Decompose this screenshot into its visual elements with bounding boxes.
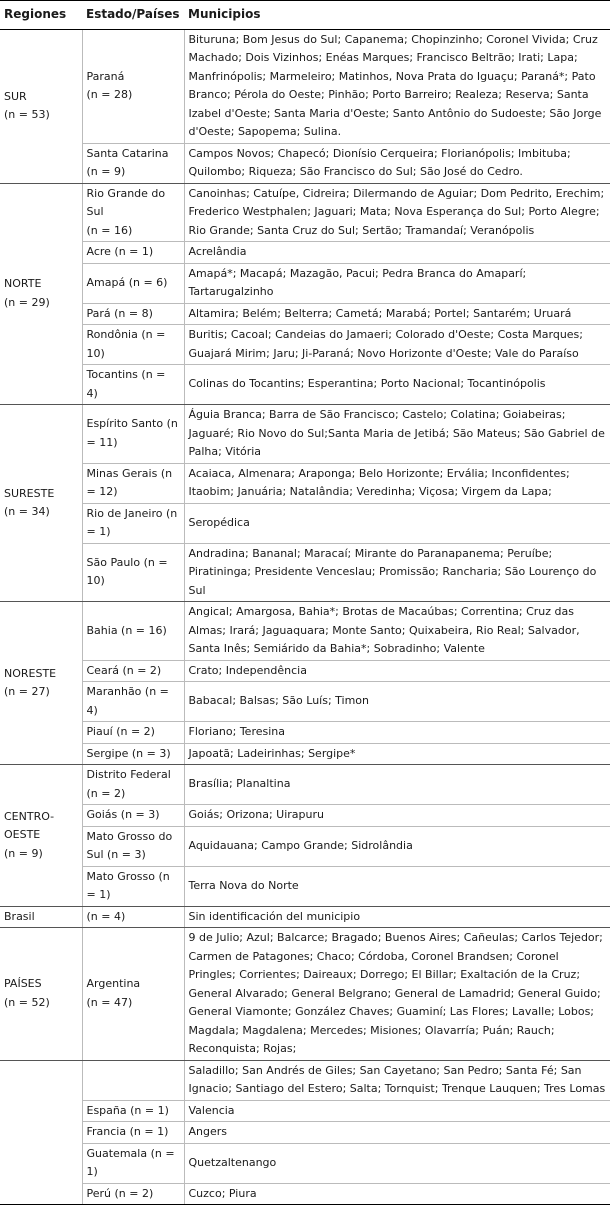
state-cell: Amapá (n = 6) xyxy=(82,263,184,303)
state-count: (n = 9) xyxy=(86,165,126,178)
state-cell xyxy=(82,29,184,143)
municipalities-cell: Aquidauana; Campo Grande; Sidrolândia xyxy=(184,826,610,866)
region-count: (n = 9) xyxy=(4,846,43,860)
municipalities-cell: Crato; Independência xyxy=(184,660,610,682)
region-name-line2: OESTE xyxy=(4,828,41,841)
region-name: SUR xyxy=(4,89,27,103)
region-count: (n = 34) xyxy=(4,505,50,518)
state-cell: Perú (n = 2) xyxy=(82,1183,184,1205)
municipalities-cell: Angical; Amargosa, Bahia*; Brotas de Macaúbas; Correntina; Cruz das Almas; Irará; Jaguaquara; Monte Santo; Quixabeira, Rio Real; Salvador, Santa Inês; Semiárido da Bahia*; Sobradinho; Valente xyxy=(184,602,610,661)
municipalities-cell: Angers xyxy=(184,1122,610,1144)
state-cell: Acre (n = 1) xyxy=(82,242,184,264)
municipalities-cell: Águia Branca; Barra de São Francisco; Castelo; Colatina; Goiabeiras; Jaguaré; Rio Novo do Sul;Santa Maria de Jetibá; São Mateus; São Gabriel de Palha; Vitória xyxy=(184,405,610,464)
state-cell: Mato Grosso do Sul (n = 3) xyxy=(82,826,184,866)
header-municipalities: Municipios xyxy=(184,1,610,30)
state-cell: Guatemala (n = 1) xyxy=(82,1143,184,1183)
empty-region-cell xyxy=(0,1183,82,1205)
municipalities-cell: Goiás; Orizona; Uirapuru xyxy=(184,805,610,827)
table-row xyxy=(0,263,610,303)
municipalities-cell: 9 de Julio; Azul; Balcarce; Bragado; Buenos Aires; Cañeulas; Carlos Tejedor; Carmen de Patagones; Chaco; Córdoba, Coronel Brandsen; Coronel Pringles; Corrientes; Daireaux; Dorrego; El Billar; Exaltación de la Cruz; General Alvarado; General Belgrano; General de Lamadrid; General Guido; General Viamonte; González Chaves; Guaminí; Las Flores; Lavalle; Lobos; Magdala; Magdalena; Mercedes; Misiones; Olavarría; Puán; Rauch; Reconquista; Rojas; xyxy=(184,928,610,1061)
region-name-line1: CENTRO- xyxy=(4,809,55,823)
municipalities-cell: Acaiaca, Almenara; Araponga; Belo Horizonte; Ervália; Inconfidentes; Itaobim; Januária; Natalândia; Veredinha; Viçosa; Virgem da Lapa; xyxy=(184,463,610,503)
header-states: Estado/Países xyxy=(82,1,184,30)
municipalities-cell: Brasília; Planaltina xyxy=(184,765,610,805)
municipalities-cell: Bituruna; Bom Jesus do Sul; Capanema; Chopinzinho; Coronel Vivida; Cruz Machado; Dois Vizinhos; Enéas Marques; Francisco Beltrão; Irati; Lapa; Manfrinópolis; Marmeleiro; Matinhos, Nova Prata do Iguaçu; Paraná*; Pato Branco; Pérola do Oeste; Pinhão; Porto Barreiro; Realeza; Reserva; Santa Izabel d'Oeste; Santa Maria d'Oeste; Santo Antônio do Sudoeste; São Jorge d'Oeste; Sapopema; Sulina. xyxy=(184,29,610,143)
municipalities-cell: Cuzco; Piura xyxy=(184,1183,610,1205)
state-cell xyxy=(82,928,184,1061)
state-cell: Piauí (n = 2) xyxy=(82,722,184,744)
empty-region-cell xyxy=(0,1143,82,1183)
state-cell: Rio de Janeiro (n = 1) xyxy=(82,503,184,543)
municipalities-cell: Amapá*; Macapá; Mazagão, Pacui; Pedra Branca do Amaparí; Tartarugalzinho xyxy=(184,263,610,303)
state-cell xyxy=(82,143,184,183)
region-centro-oeste xyxy=(0,765,82,907)
region-name: NORTE xyxy=(4,277,42,291)
table-row xyxy=(0,928,610,1061)
table-row xyxy=(0,805,610,827)
empty-region-cell xyxy=(0,1060,82,1100)
table-row xyxy=(0,1183,610,1205)
table-row xyxy=(0,29,610,143)
municipalities-cell: Terra Nova do Norte xyxy=(184,866,610,906)
municipalities-cell: Valencia xyxy=(184,1100,610,1122)
table-row xyxy=(0,1100,610,1122)
table-row xyxy=(0,743,610,765)
region-sureste xyxy=(0,405,82,602)
region-count: (n = 53) xyxy=(4,108,50,121)
municipalities-cell: Seropédica xyxy=(184,503,610,543)
municipalities-cell: Babacal; Balsas; São Luís; Timon xyxy=(184,682,610,722)
table-row xyxy=(0,682,610,722)
state-count: (n = 16) xyxy=(86,223,133,237)
municipalities-cell: Campos Novos; Chapecó; Dionísio Cerqueira; Florianópolis; Imbituba; Quilombo; Riqueza; São Francisco do Sul; São José do Cedro. xyxy=(184,143,610,183)
state-cell: Minas Gerais (n = 12) xyxy=(82,463,184,503)
state-cell: (n = 4) xyxy=(82,906,184,928)
region-paises xyxy=(0,928,82,1061)
state-count: (n = 28) xyxy=(86,88,133,101)
municipalities-cell: Floriano; Teresina xyxy=(184,722,610,744)
state-cell: São Paulo (n = 10) xyxy=(82,543,184,602)
state-cell: Pará (n = 8) xyxy=(82,303,184,325)
municipalities-cell: Canoinhas; Catuípe, Cidreira; Dilermando de Aguiar; Dom Pedrito, Erechim; Frederico Westphalen; Jaguari; Mata; Nova Esperança do Sul; Porto Alegre; Rio Grande; Santa Cruz do Sul; Sertão; Tramandaí; Veranópolis xyxy=(184,183,610,242)
region-brasil: Brasil xyxy=(0,906,82,928)
state-cell: Rondônia (n = 10) xyxy=(82,325,184,365)
table-row xyxy=(0,183,610,242)
table-row xyxy=(0,365,610,405)
region-sur xyxy=(0,29,82,183)
table-row xyxy=(0,1143,610,1183)
municipalities-cell: Acrelândia xyxy=(184,242,610,264)
municipalities-cell: Colinas do Tocantins; Esperantina; Porto Nacional; Tocantinópolis xyxy=(184,365,610,405)
state-cell: Bahia (n = 16) xyxy=(82,602,184,661)
header-regions: Regiones xyxy=(0,1,82,30)
region-name: NORESTE xyxy=(4,666,57,680)
table-row xyxy=(0,543,610,602)
table-row xyxy=(0,325,610,365)
table-row xyxy=(0,602,610,661)
header-row xyxy=(0,1,610,30)
table-row xyxy=(0,242,610,264)
state-cell: Espírito Santo (n = 11) xyxy=(82,405,184,464)
municipalities-cell: Saladillo; San Andrés de Giles; San Cayetano; San Pedro; Santa Fé; San Ignacio; Santiago del Estero; Salta; Tornquist; Trenque Lauquen; Tres Lomas xyxy=(184,1060,610,1100)
municipalities-cell: Sin identificación del municipio xyxy=(184,906,610,928)
table-row xyxy=(0,303,610,325)
municipalities-cell: Quetzaltenango xyxy=(184,1143,610,1183)
state-count: (n = 47) xyxy=(86,995,133,1009)
state-cell: Sergipe (n = 3) xyxy=(82,743,184,765)
table-row xyxy=(0,722,610,744)
table-row xyxy=(0,463,610,503)
municipalities-cell: Andradina; Bananal; Maracaí; Mirante do Paranapanema; Peruíbe; Piratininga; Presidente Venceslau; Promissão; Rancharia; São Lourenço do Sul xyxy=(184,543,610,602)
table-row xyxy=(0,405,610,464)
table-row xyxy=(0,1060,610,1100)
empty-region-cell xyxy=(0,1100,82,1122)
table-row xyxy=(0,660,610,682)
region-count: (n = 52) xyxy=(4,995,50,1009)
state-name: Argentina xyxy=(86,977,141,991)
table-row xyxy=(0,1122,610,1144)
municipalities-cell: Japoatã; Ladeirinhas; Sergipe* xyxy=(184,743,610,765)
state-cell: Distrito Federal (n = 2) xyxy=(82,765,184,805)
state-cell: Mato Grosso (n = 1) xyxy=(82,866,184,906)
state-cell: Goiás (n = 3) xyxy=(82,805,184,827)
table-row xyxy=(0,906,610,928)
municipalities-cell: Buritis; Cacoal; Candeias do Jamaeri; Colorado d'Oeste; Costa Marques; Guajará Mirim; Jaru; Ji-Paraná; Novo Horizonte d'Oeste; Vale do Paraíso xyxy=(184,325,610,365)
table-row xyxy=(0,765,610,805)
state-cell: España (n = 1) xyxy=(82,1100,184,1122)
state-cell xyxy=(82,183,184,242)
table-row xyxy=(0,503,610,543)
region-count: (n = 27) xyxy=(4,685,50,698)
region-name: PAÍSES xyxy=(4,977,42,991)
region-name: SURESTE xyxy=(4,486,55,500)
state-name: Paraná xyxy=(86,69,125,83)
state-name: Rio Grande do Sul xyxy=(86,186,166,218)
state-cell: Maranhão (n = 4) xyxy=(82,682,184,722)
municipalities-cell: Altamira; Belém; Belterra; Cametá; Marabá; Portel; Santarém; Uruará xyxy=(184,303,610,325)
region-count: (n = 29) xyxy=(4,295,50,309)
state-cell: Ceará (n = 2) xyxy=(82,660,184,682)
table-row xyxy=(0,143,610,183)
empty-state-cell xyxy=(82,1060,184,1100)
region-noreste xyxy=(0,602,82,765)
table-row xyxy=(0,866,610,906)
table-row xyxy=(0,826,610,866)
region-norte xyxy=(0,183,82,405)
empty-region-cell xyxy=(0,1122,82,1144)
state-name: Santa Catarina xyxy=(86,146,169,160)
state-cell: Francia (n = 1) xyxy=(82,1122,184,1144)
state-cell: Tocantins (n = 4) xyxy=(82,365,184,405)
